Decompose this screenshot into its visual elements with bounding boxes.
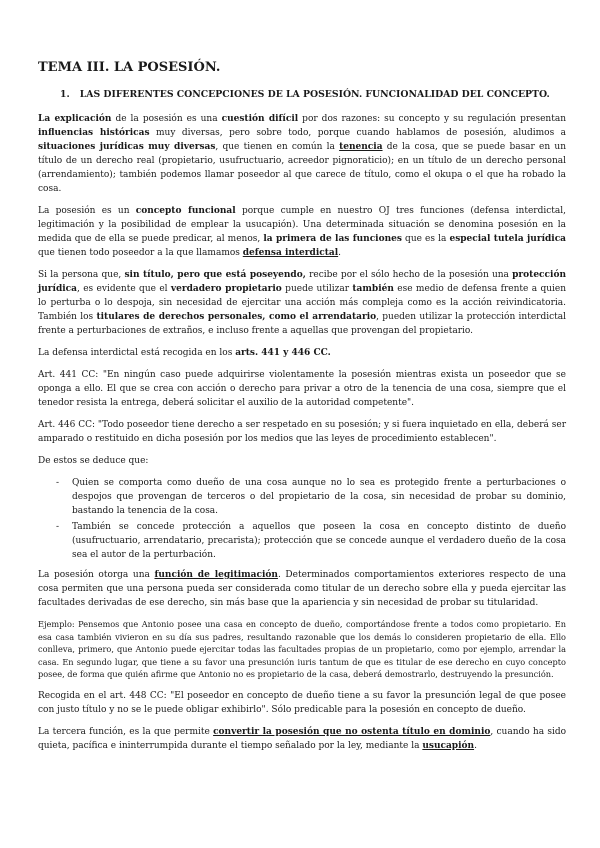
paragraph-defensa-interdictal: La defensa interdictal está recogida en los arts. 441 y 446 CC. xyxy=(38,348,331,358)
paragraph-ejemplo: Ejemplo: Pensemos que Antonio posee una casa en concepto de dueño, comportándose frente a todos como propietario. En esa casa también vivieron en su día sus padres, resultando razonable que los demás lo consideren propietario de ella. Ello conlleva, primero, que Antonio puede ejercitar todas las facultades propias de un propietario, como por ejemplo, arrendar la casa. En segundo lugar, que tiene a su favor una presunción iuris tantum de que es titular de ese derecho en cuyo concepto posee, de forma que quién afirme que Antonio no es propietario de la casa, deberá demostrarlo, destruyendo la presunción. xyxy=(38,619,566,680)
paragraph-legitimacion: La posesión otorga una función de legitimación. Determinados comportamientos exteriores respecto de una cosa permiten que una persona pueda ser considerada como titular de un derecho sobre ella y pueda ejercitar las facultades derivadas de ese derecho, sin más base que la apariencia y sin necesidad de probar su titularidad. xyxy=(38,570,566,608)
paragraph-art-448: Recogida en el art. 448 CC: "El poseedor en concepto de dueño tiene a su favor la presunción legal de que posee con justo título y no se le puede obligar exhibirlo". Sólo predicable para la posesión en concepto de dueño. xyxy=(38,690,566,715)
section-label: LAS DIFERENTES CONCEPCIONES DE LA POSESIÓN. FUNCIONALIDAD DEL CONCEPTO. xyxy=(79,89,550,100)
section-number: 1. xyxy=(60,89,70,100)
page-title: TEMA III. LA POSESIÓN. xyxy=(38,60,221,75)
list-item: - Quien se comporta como dueño de una cosa aunque no lo sea es protegido frente a perturbaciones o despojos que provengan de terceros o del propietario de la cosa, sin necesidad de probar su dominio, bastando la tenencia de la cosa. xyxy=(72,476,566,518)
paragraph-explicacion: La explicación de la posesión es una cuestión difícil por dos razones: su concepto y su regulación presentan influencias históricas muy diversas, pero sobre todo, porque cuando hablamos de posesión, aludimos a situaciones jurídicas muy diversas, que tienen en común la tenencia de la cosa, que se puede basar en un título de un derecho real (propietario, usufructuario, acreedor pignoraticio); en un título de un derecho personal (arrendamiento); también podemos llamar poseedor al que carece de título, como el okupa o el que ha robado la cosa. xyxy=(38,114,566,194)
paragraph-usucapion: La tercera función, es la que permite convertir la posesión que no ostenta título en dominio, cuando ha sido quieta, pacífica e ininterrumpida durante el tiempo señalado por la ley, mediante la usucapión. xyxy=(38,726,566,751)
paragraph-deduccion: De estos se deduce que: xyxy=(38,456,149,466)
paragraph-concepto-funcional: La posesión es un concepto funcional porque cumple en nuestro OJ tres funciones (defensa interdictal, legitimación y la posibilidad de emplear la usucapión). Una determinada situación se denomina posesión en la medida que de ella se puede predicar, al menos, la primera de las funciones que es la especial tutela jurídica que tienen todo poseedor a la que llamamos defensa interdictal. xyxy=(38,206,567,258)
deduction-list xyxy=(38,476,566,562)
list-item: - También se concede protección a aquellos que poseen la cosa en concepto distinto de dueño (usufructuario, arrendatario, precarista); protección que se concede aunque el verdadero dueño de la cosa sea el autor de la perturbación. xyxy=(72,520,566,562)
paragraph-sin-titulo: Si la persona que, sin título, pero que está poseyendo, recibe por el sólo hecho de la posesión una protección jurídica, es evidente que el verdadero propietario puede utilizar también ese medio de defensa frente a quien lo perturba o lo despoja, sin necesidad de ejercitar una acción más compleja como es la acción reivindicatoria. También los titulares de derechos personales, como el arrendatario, pueden utilizar la protección interdictal frente a perturbaciones de extraños, e incluso frente a aquellas que provengan del propietario. xyxy=(38,270,566,336)
section-heading xyxy=(60,89,566,100)
paragraph-art-441: Art. 441 CC: "En ningún caso puede adquirirse violentamente la posesión mientras exista un poseedor que se oponga a ello. El que se crea con acción o derecho para privar a otro de la tenencia de una cosa, siempre que el tenedor resista la entrega, deberá solicitar el auxilio de la autoridad competente". xyxy=(38,370,566,408)
paragraph-art-446: Art. 446 CC: "Todo poseedor tiene derecho a ser respetado en su posesión; y si fuera inquietado en ella, deberá ser amparado o restituido en dicha posesión por los medios que las leyes de procedimiento establecen". xyxy=(38,420,566,444)
